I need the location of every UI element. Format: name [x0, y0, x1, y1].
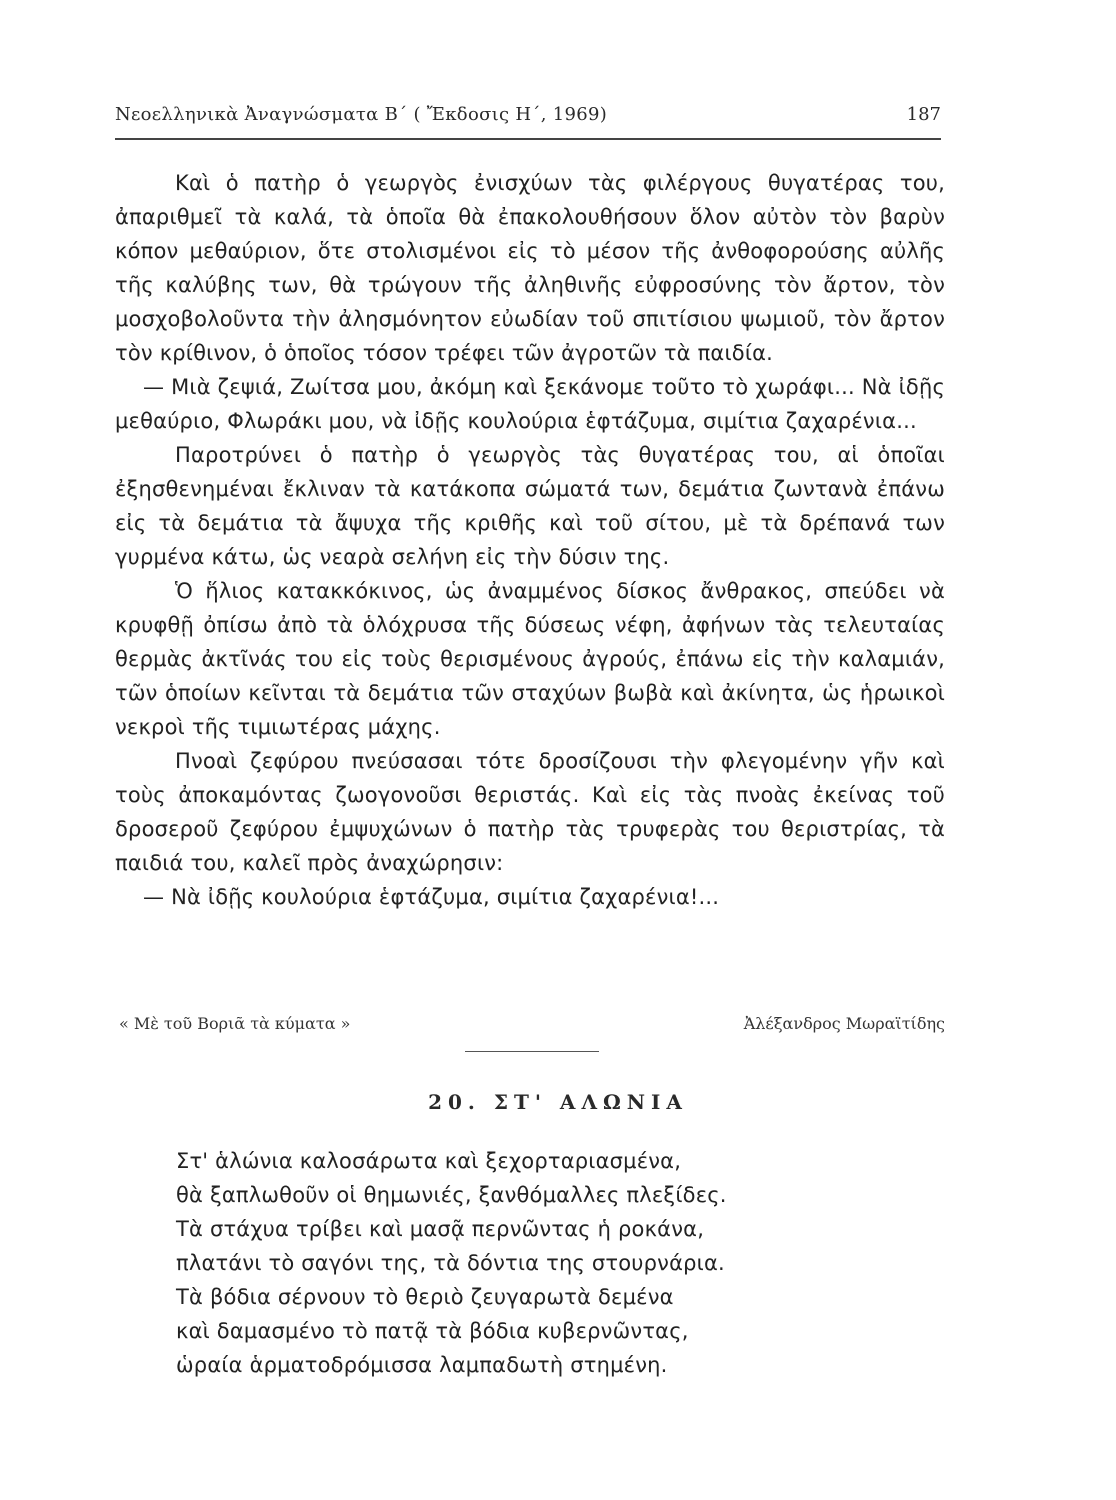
poem	[176, 1144, 896, 1382]
paragraph-dialog: — Μιὰ ζεψιά, Ζωίτσα μου, ἀκόμη καὶ ξεκάνομε τοῦτο τὸ χωράφι... Νὰ ἰδῇς μεθαύριο, Φλωράκι μου, νὰ ἰδῇς κουλούρια ἑφτάζυμα, σιμίτια ζαχαρένια...	[115, 375, 945, 433]
section-title: 20. ΣΤ' ΑΛΩΝΙΑ	[428, 1090, 688, 1114]
page-header	[115, 100, 941, 136]
prose-body	[115, 166, 945, 914]
poem-line: ὡραία ἁρματοδρόμισσα λαμπαδωτὴ στημένη.	[176, 1353, 668, 1377]
poem-line: Τὰ στάχυα τρίβει καὶ μασᾷ περνῶντας ἡ ροκάνα,	[176, 1217, 705, 1241]
page-number: 187	[906, 104, 941, 125]
poem-line: Στ' ἁλώνια καλοσάρωτα καὶ ξεχορταριασμένα,	[176, 1149, 682, 1173]
paragraph: Καὶ ὁ πατὴρ ὁ γεωργὸς ἐνισχύων τὰς φιλέργους θυγατέρας του, ἀπαριθμεῖ τὰ καλά, τὰ ὁποῖα θὰ ἐπακολουθήσουν ὅλον αὐτὸν τὸν βαρὺν κόπον μεθαύριον, ὅτε στολισμένοι εἰς τὸ μέσον τῆς ἀνθοφορούσης αὐλῆς τῆς καλύβης των, θὰ τρώγουν τῆς ἀληθινῆς εὐφροσύνης τὸν ἄρτον, τὸν μοσχοβολοῦντα τὴν ἀλησμόνητον εὐωδίαν τοῦ σπιτίσιου ψωμιοῦ, τὸν ἄρτον τὸν κρίθινον, ὁ ὁποῖος τόσον τρέφει τῶν ἀγροτῶν τὰ παιδία.	[115, 171, 945, 365]
paragraph: Παροτρύνει ὁ πατὴρ ὁ γεωργὸς τὰς θυγατέρας του, αἱ ὁποῖαι ἐξησθενημέναι ἔκλιναν τὰ κατάκοπα σώματά των, δεμάτια ζωντανὰ ἐπάνω εἰς τὰ δεμάτια τὰ ἄψυχα τῆς κριθῆς καὶ τοῦ σίτου, μὲ τὰ δρέπανά των γυρμένα κάτω, ὡς νεαρὰ σελήνη εἰς τὴν δύσιν της.	[115, 443, 945, 569]
poem-line: Τὰ βόδια σέρνουν τὸ θεριὸ ζευγαρωτὰ δεμένα	[176, 1285, 674, 1309]
poem-line: καὶ δαμασμένο τὸ πατᾷ τὰ βόδια κυβερνῶντας,	[176, 1319, 689, 1343]
paragraph-dialog: — Νὰ ἰδῇς κουλούρια ἑφτάζυμα, σιμίτια ζαχαρένια!...	[143, 885, 720, 909]
source-author: Ἀλέξανδρος Μωραϊτίδης	[743, 1014, 945, 1033]
running-header-title: Νεοελληνικὰ Ἀναγνώσματα Β΄ ( Ἔκδοσις Η΄, 1969)	[115, 104, 608, 125]
section-divider	[465, 1051, 599, 1052]
source-attribution	[115, 1010, 945, 1040]
poem-line: θὰ ξαπλωθοῦν οἱ θημωνιές, ξανθόμαλλες πλεξίδες.	[176, 1183, 727, 1207]
paragraph: Ὁ ἥλιος κατακκόκινος, ὡς ἀναμμένος δίσκος ἄνθρακος, σπεύδει νὰ κρυφθῇ ὀπίσω ἀπὸ τὰ ὁλόχρυσα τῆς δύσεως νέφη, ἀφήνων τὰς τελευταίας θερμὰς ἀκτῖνάς του εἰς τοὺς θερισμένους ἀγρούς, ἐπάνω εἰς τὴν καλαμιάν, τῶν ὁποίων κεῖνται τὰ δεμάτια τῶν σταχύων βωβὰ καὶ ἀκίνητα, ὡς ἡρωικοὶ νεκροὶ τῆς τιμιωτέρας μάχης.	[115, 579, 945, 739]
poem-line: πλατάνι τὸ σαγόνι της, τὰ δόντια της στουρνάρια.	[176, 1251, 725, 1275]
source-work-title: « Μὲ τοῦ Βοριᾶ τὰ κύματα »	[119, 1014, 351, 1033]
paragraph: Πνοαὶ ζεφύρου πνεύσασαι τότε δροσίζουσι τὴν φλεγομένην γῆν καὶ τοὺς ἀποκαμόντας ζωογονοῦσι θεριστάς. Καὶ εἰς τὰς πνοὰς ἐκείνας τοῦ δροσεροῦ ζεφύρου ἐμψυχώνων ὁ πατὴρ τὰς τρυφερὰς του θεριστρίας, τὰ παιδιά του, καλεῖ πρὸς ἀναχώρησιν:	[115, 749, 945, 875]
header-divider	[115, 138, 941, 140]
